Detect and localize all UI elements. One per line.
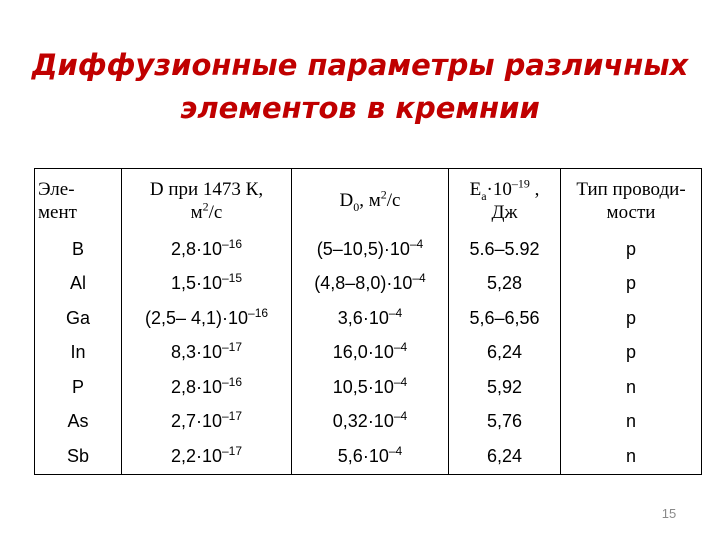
cell-element: As — [35, 405, 122, 440]
cell-element: P — [35, 370, 122, 405]
cell-diffusion-coefficient — [122, 301, 292, 336]
cell-d0-exp: –4 — [388, 305, 403, 320]
header-d0-sub: 0 — [353, 199, 360, 214]
header-ea-mid: ·10 — [486, 178, 512, 200]
cell-d0 — [292, 232, 449, 267]
header-ea-sub: a — [481, 188, 487, 203]
cell-activation-energy: 5,28 — [449, 267, 561, 302]
header-element-line-1: Эле- — [38, 178, 75, 200]
cell-d-exp: –16 — [222, 236, 243, 251]
page-number: 15 — [661, 506, 677, 521]
header-d-unit: м — [190, 201, 203, 223]
cell-activation-energy: 5,76 — [449, 405, 561, 440]
cell-d-base: 2,8·10 — [170, 376, 222, 397]
header-element — [35, 169, 122, 233]
header-d0 — [292, 169, 449, 233]
cell-d0-base: (4,8–8,0)·10 — [314, 273, 413, 294]
cell-element: B — [35, 232, 122, 267]
cell-activation-energy: 6,24 — [449, 336, 561, 371]
slide-title — [0, 44, 720, 130]
cell-conductivity-type: p — [561, 267, 702, 302]
cell-d0 — [292, 301, 449, 336]
header-type-line-1: Тип проводи- — [576, 178, 686, 200]
header-d0-sup: 2 — [380, 187, 387, 202]
table-header-row — [35, 169, 702, 233]
cell-activation-energy: 5,6–6,56 — [449, 301, 561, 336]
table-row — [35, 336, 702, 371]
cell-diffusion-coefficient — [122, 439, 292, 474]
header-d0-main: D — [339, 190, 354, 211]
slide-title-line-1: Диффузионные параметры различных — [31, 48, 689, 82]
cell-d0 — [292, 370, 449, 405]
cell-d0-exp: –4 — [393, 340, 408, 355]
cell-conductivity-type: p — [561, 336, 702, 371]
table-row — [35, 267, 702, 302]
cell-diffusion-coefficient — [122, 336, 292, 371]
header-d-unit-tail: /с — [208, 201, 223, 223]
cell-activation-energy: 5,92 — [449, 370, 561, 405]
cell-d-base: 8,3·10 — [170, 342, 222, 363]
cell-d0-base: (5–10,5)·10 — [316, 238, 410, 259]
header-d0-tail2: /с — [386, 190, 401, 211]
cell-element: Ga — [35, 301, 122, 336]
cell-d-base: 1,5·10 — [170, 273, 222, 294]
cell-d-base: 2,8·10 — [170, 238, 222, 259]
cell-conductivity-type: p — [561, 301, 702, 336]
diffusion-parameters-table — [34, 168, 702, 475]
cell-d0 — [292, 336, 449, 371]
cell-d0 — [292, 405, 449, 440]
header-ea-tail: , — [529, 178, 540, 200]
cell-d0-base: 16,0·10 — [332, 342, 394, 363]
cell-d0-exp: –4 — [393, 374, 408, 389]
cell-d-exp: –16 — [222, 374, 243, 389]
header-conductivity-type — [561, 169, 702, 233]
cell-diffusion-coefficient — [122, 405, 292, 440]
header-ea-unit: Дж — [491, 201, 518, 223]
cell-d0-base: 10,5·10 — [332, 376, 394, 397]
header-type-line-2: мости — [606, 201, 656, 223]
cell-element: In — [35, 336, 122, 371]
cell-d-base: 2,7·10 — [170, 411, 222, 432]
cell-conductivity-type: n — [561, 405, 702, 440]
cell-d0-exp: –4 — [409, 236, 424, 251]
cell-d-exp: –16 — [248, 305, 269, 320]
cell-activation-energy: 5.6–5.92 — [449, 232, 561, 267]
cell-d0 — [292, 439, 449, 474]
cell-d-base: 2,2·10 — [170, 445, 222, 466]
cell-d0 — [292, 267, 449, 302]
header-d-unit-sup: 2 — [202, 199, 209, 214]
cell-d0-exp: –4 — [393, 409, 408, 424]
table-row — [35, 301, 702, 336]
table-row — [35, 439, 702, 474]
cell-diffusion-coefficient — [122, 267, 292, 302]
header-element-line-2: мент — [38, 201, 77, 223]
header-ea-sup: –19 — [511, 176, 530, 191]
cell-conductivity-type: n — [561, 439, 702, 474]
cell-d0-base: 5,6·10 — [337, 445, 389, 466]
cell-element: Sb — [35, 439, 122, 474]
cell-d-exp: –17 — [222, 443, 243, 458]
slide-title-line-2: элементов в кремнии — [180, 91, 540, 125]
cell-d-exp: –17 — [222, 409, 243, 424]
cell-d0-base: 3,6·10 — [337, 307, 389, 328]
cell-diffusion-coefficient — [122, 370, 292, 405]
cell-element: Al — [35, 267, 122, 302]
header-ea-main: E — [469, 178, 482, 200]
cell-conductivity-type: p — [561, 232, 702, 267]
header-d0-tail: , м — [359, 190, 381, 211]
header-diffusion-coefficient — [122, 169, 292, 233]
cell-d-base: (2,5– 4,1)·10 — [144, 307, 249, 328]
table-row — [35, 405, 702, 440]
cell-d0-exp: –4 — [412, 271, 426, 286]
header-d-line-1: D при 1473 К, — [149, 178, 264, 200]
cell-activation-energy: 6,24 — [449, 439, 561, 474]
cell-diffusion-coefficient — [122, 232, 292, 267]
cell-d-exp: –15 — [222, 271, 243, 286]
cell-d0-base: 0,32·10 — [332, 411, 394, 432]
table-row — [35, 232, 702, 267]
header-activation-energy — [449, 169, 561, 233]
cell-d-exp: –17 — [222, 340, 243, 355]
cell-conductivity-type: n — [561, 370, 702, 405]
table-row — [35, 370, 702, 405]
cell-d0-exp: –4 — [388, 443, 403, 458]
